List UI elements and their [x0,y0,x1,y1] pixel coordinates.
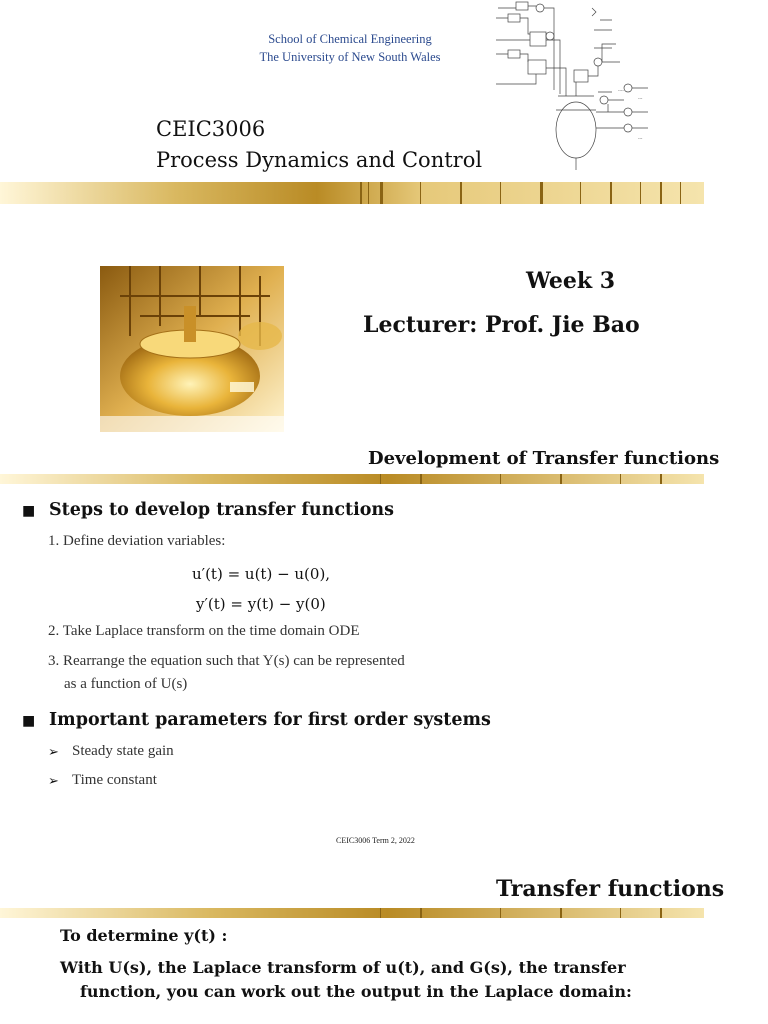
school-name [200,30,500,66]
svg-text:----: ---- [618,88,624,93]
lecturer-label: Lecturer: Prof. Jie Bao [363,312,640,338]
gold-divider-band [0,908,704,918]
slide-title: Development of Transfer functions [368,448,720,469]
list-item-continuation: as a function of U(s) [64,676,188,692]
square-bullet-icon: ■ [22,503,36,519]
gold-divider-band [0,474,704,484]
square-bullet-icon: ■ [22,713,36,729]
equation: u′(t) = u(t) − u(0), [192,565,331,583]
arrow-bullet-icon: ➢ [48,745,59,760]
list-item: 1. Define deviation variables: [48,533,226,549]
list-item: 2. Take Laplace transform on the time domain ODE [48,623,360,639]
svg-text:---: --- [638,136,643,141]
arrow-bullet-icon: ➢ [48,774,59,789]
svg-text:---: --- [638,96,643,101]
equation: y′(t) = y(t) − y(0) [196,595,326,613]
slide-footer: CEIC3006 Term 2, 2022 [336,836,415,845]
school-line-2: The University of New South Wales [259,50,441,64]
school-line-1: School of Chemical Engineering [268,32,432,46]
list-item: Time constant [72,772,157,788]
process-diagram-illustration [488,0,658,178]
body-text: To determine y(t) : [60,926,228,945]
section-heading: Important parameters for first order systems [49,710,491,730]
course-code: CEIC3006 [156,117,266,141]
list-item: 3. Rearrange the equation such that Y(s) can be represented [48,653,405,669]
slide-title: Transfer functions [496,876,725,902]
course-title: Process Dynamics and Control [156,148,483,172]
gold-divider-band [0,182,704,204]
reactor-photo [100,266,284,432]
week-label: Week 3 [526,268,616,294]
section-heading: Steps to develop transfer functions [49,500,395,520]
body-text: function, you can work out the output in the Laplace domain: [80,982,632,1001]
body-text: With U(s), the Laplace transform of u(t), and G(s), the transfer [60,958,626,977]
list-item: Steady state gain [72,743,174,759]
